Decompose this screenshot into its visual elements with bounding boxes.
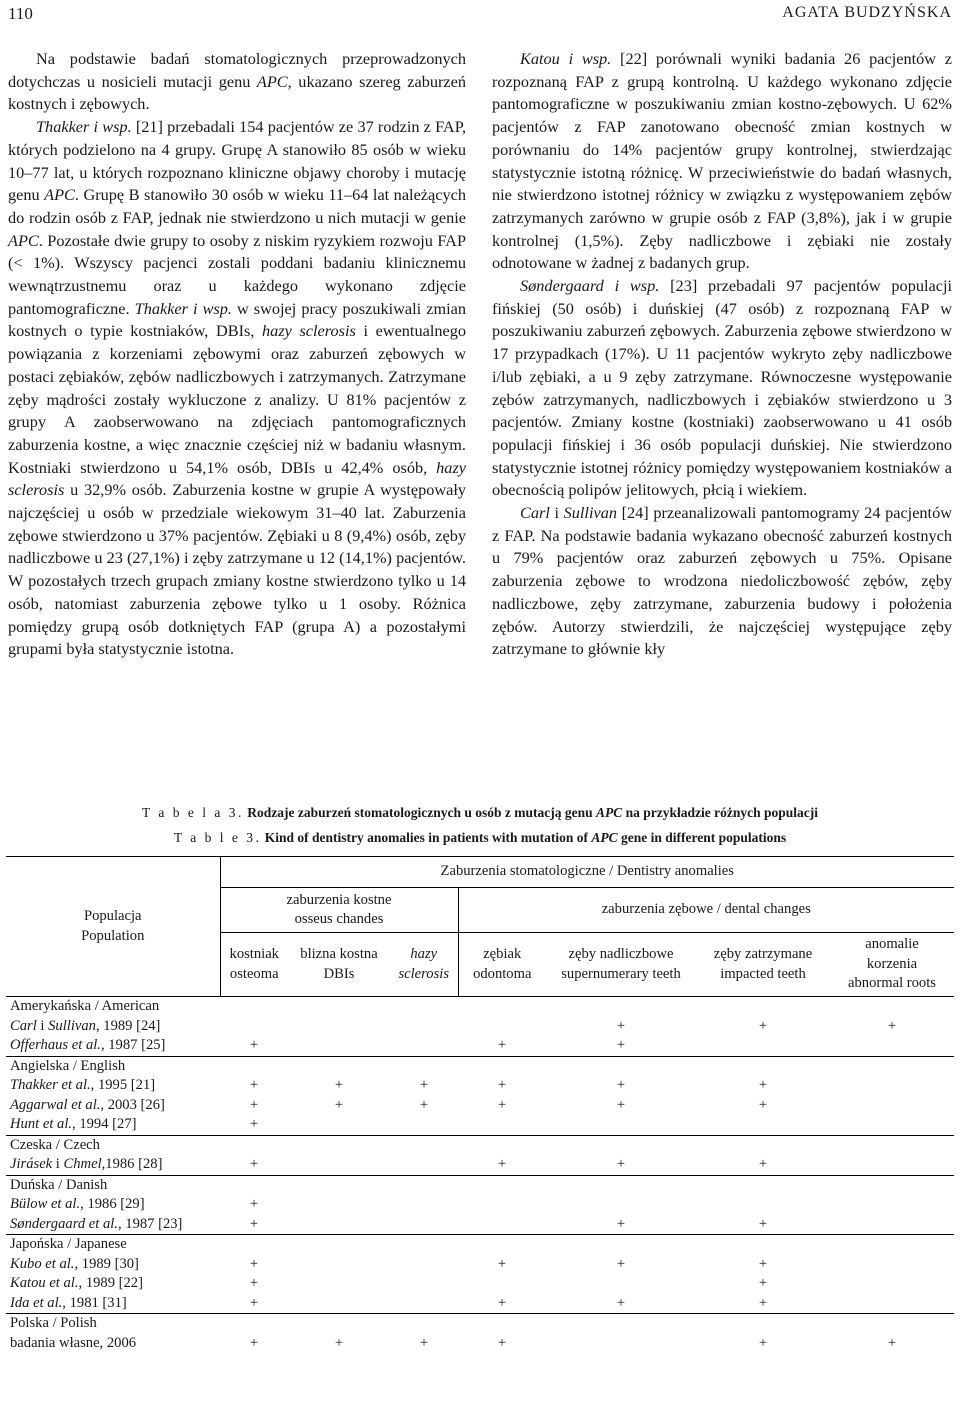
table-row [6, 1115, 954, 1135]
table-row [6, 1195, 954, 1215]
paragraph [492, 48, 952, 275]
presence-mark [390, 1294, 458, 1314]
presence-mark [390, 1017, 458, 1037]
text-run: Na podstawie badań stomatologicznych przeprowadzonych dotychczas u nosicieli mutacji genu [8, 49, 466, 91]
column-header: zęby nadliczbowe supernumerary teeth [546, 933, 696, 997]
text-run: [24] przeanalizowali pantomogramy 24 pacjentów z FAP. Na podstawie badania wykazano obecność zaburzeń kostnych u 79% pacjentów oraz zaburzeń zębowych u 75%. Opisane zaburzenia zębowe to wrodzona niedoliczbowość zębów, zęby nadliczbowe, zęby zatrzymane, zaburzenia budowy i położenia zębów. Autorzy stwierdzili, że najczęściej występujące zęby zatrzymane to głównie kły [492, 503, 952, 659]
population-group-label: Japońska / Japanese [6, 1235, 220, 1255]
caption-en-gene: APC [591, 830, 618, 845]
presence-mark [390, 1036, 458, 1056]
empty-cell [830, 1314, 954, 1334]
text-run: , 1994 [27] [72, 1116, 137, 1132]
presence-mark: + [497, 1255, 507, 1272]
presence-mark: + [249, 1215, 259, 1232]
text-run: , 1989 [24] [95, 1017, 161, 1034]
empty-cell [830, 1175, 954, 1195]
text-run: Katou et al. [10, 1275, 79, 1291]
empty-cell [696, 1175, 830, 1195]
text-run: , ukazano szereg zaburzeń kostnych i zębowych. [8, 71, 466, 114]
empty-cell [696, 1235, 830, 1255]
text-run: , 1995 [21] [90, 1077, 156, 1093]
text-run: ,1986 [28] [101, 1156, 163, 1172]
presence-mark: + [758, 1334, 768, 1351]
presence-mark [830, 1215, 954, 1235]
dental-anomalies-table [6, 856, 954, 1353]
empty-cell [390, 1135, 458, 1155]
header-dentistry-anomalies: Zaburzenia stomatologiczne / Dentistry anomalies [220, 857, 954, 888]
presence-mark: + [758, 1017, 768, 1034]
study-citation [6, 1096, 220, 1116]
table-caption-pl [0, 800, 960, 825]
presence-mark [390, 1195, 458, 1215]
presence-mark: + [249, 1077, 259, 1093]
table-caption-en [0, 825, 960, 850]
presence-mark [220, 1017, 288, 1037]
text-run: Carl [520, 503, 550, 523]
empty-cell [220, 1235, 288, 1255]
text-run: [22] porównali wyniki badania 26 pacjentów z rozpoznaną FAP z grupą kontrolną. U każdego wykonano zdjęcie pantomograficzne w poszukiwaniu zmian kostno-zębowych. U 62% pacjentów z FAP zanotowano obecność zmian kostnych w porównaniu do 14% pacjentów grupy kontrolnej, stwierdzając statystycznie istotną różnicę. W przeciwieństwie do badań własnych, nie stwierdzono istotnej różnicy w związku z występowaniem zębów zatrzymanych zarówno w grupie osób z FAP (3,8%), jak i w grupie kontrolnej (1,5%). Zęby nadliczbowe i zębiaki nie zostały odnotowane w żadnej z badanych grup. [492, 49, 952, 273]
presence-mark: + [887, 1334, 897, 1351]
text-run: Katou i wsp. [520, 49, 612, 68]
table-row [6, 1096, 954, 1116]
presence-mark: + [616, 1156, 626, 1172]
presence-mark: + [249, 1334, 259, 1351]
text-run: Carl [10, 1017, 37, 1034]
caption-pl-text: Rodzaje zaburzeń stomatologicznych u osób z mutacją genu [247, 805, 596, 820]
table-group-row [6, 997, 954, 1017]
presence-mark: + [758, 1215, 768, 1232]
table-captions [0, 800, 960, 850]
presence-mark [458, 1195, 546, 1215]
empty-cell [546, 1135, 696, 1155]
column-header: kostniak osteoma [220, 933, 288, 997]
presence-mark: + [497, 1334, 507, 1351]
presence-mark: + [249, 1275, 259, 1291]
caption-pl-prefix: T a b e l a 3. [142, 805, 244, 820]
empty-cell [830, 1135, 954, 1155]
empty-cell [696, 1056, 830, 1076]
text-run: i ewentualnego powiązania z korzeniami zębowymi oraz zaburzeń zębowych w postaci zębiaków, zębów nadliczbowych i zatrzymanych. Zatrzymane zęby mądrości zostały wykluczone z analizy. U 81% pacjentów z grupy A zaobserwowano na zdjęciach pantomograficznych zaburzenia kostne, a więc znacznie częściej niż w badaniu własnym. Kostniaki stwierdzono u 54,1% osób, DBIs u 42,4% osób, [8, 321, 466, 477]
text-run: Bülow et al. [10, 1196, 81, 1212]
text-run: APC [44, 185, 75, 205]
presence-mark [390, 1274, 458, 1294]
text-run: i [36, 1017, 49, 1034]
presence-mark: + [334, 1096, 344, 1113]
presence-mark [288, 1215, 390, 1235]
empty-cell [458, 1314, 546, 1334]
text-run: Sullivan [48, 1017, 96, 1034]
caption-en-text: Kind of dentistry anomalies in patients with mutation of [264, 830, 592, 845]
presence-mark: + [758, 1255, 768, 1272]
column-header: zęby zatrzymane impacted teeth [696, 933, 830, 997]
presence-mark [830, 1115, 954, 1135]
presence-mark [830, 1036, 954, 1056]
study-citation [6, 1294, 220, 1314]
empty-cell [458, 1235, 546, 1255]
page-header [8, 4, 952, 28]
text-run: , 1989 [30] [74, 1255, 139, 1272]
presence-mark [830, 1195, 954, 1215]
presence-mark: + [249, 1037, 259, 1053]
text-run: badania własne, 2006 [10, 1334, 137, 1351]
caption-pl-text-end: na przykładzie różnych populacji [622, 805, 818, 820]
text-run: [21] przebadali 154 pacjentów ze 37 rodzin z FAP, których podzielono na 4 grupy. Grupę A stanowiło 85 osób w wieku 10–77 lat, u których rozpoznano kliniczne objawy choroby i mutację genu [8, 117, 467, 205]
empty-cell [220, 1135, 288, 1155]
presence-mark [288, 1274, 390, 1294]
presence-mark [288, 1195, 390, 1215]
presence-mark [696, 1115, 830, 1135]
text-run: Sullivan [563, 503, 617, 523]
presence-mark [288, 1017, 390, 1037]
paragraph [8, 48, 466, 116]
table-row [6, 1274, 954, 1294]
presence-mark: + [616, 1017, 626, 1034]
presence-mark: + [497, 1156, 507, 1172]
table-group-row [6, 1314, 954, 1334]
presence-mark [830, 1274, 954, 1294]
text-run: u 32,9% osób. Zaburzenia kostne w grupie A występowały najczęściej u osób w przedziale wiekowym 31–40 lat. Zaburzenia zębowe stwierdzono u 37% pacjentów. Zębiaki u 8 (9,4%) osób, zęby nadliczbowe u 23 (27,1%) i zęby zatrzymane u 12 (14,1%) pacjentów. W pozostałych trzech grupach zmiany kostne stwierdzono tylko u 14 osób, natomiast zaburzenia zębowe tylko u 1 osoby. Różnica pomiędzy grupą osób dotkniętych FAP (grupa A) a pozostałymi grupami była statystycznie istotna. [8, 480, 466, 659]
presence-mark [546, 1195, 696, 1215]
text-run: Chmel [63, 1156, 102, 1172]
text-run: , 1986 [29] [80, 1196, 145, 1212]
study-citation [6, 1017, 220, 1037]
caption-en-prefix: T a b l e 3. [173, 830, 262, 845]
presence-mark: + [616, 1255, 626, 1272]
paragraph [492, 502, 952, 661]
empty-cell [288, 997, 390, 1017]
empty-cell [220, 997, 288, 1017]
empty-cell [458, 997, 546, 1017]
presence-mark [288, 1115, 390, 1135]
page-number: 110 [8, 4, 33, 23]
empty-cell [390, 1175, 458, 1195]
column-header: anomalie korzenia abnormal roots [830, 933, 954, 997]
header-population: Populacja Population [81, 908, 145, 944]
presence-mark [458, 1017, 546, 1037]
empty-cell [696, 1314, 830, 1334]
presence-mark [390, 1215, 458, 1235]
presence-mark [288, 1155, 390, 1175]
text-run: , 2003 [26] [100, 1096, 165, 1113]
presence-mark [546, 1274, 696, 1294]
table-group-row [6, 1175, 954, 1195]
presence-mark: + [497, 1037, 507, 1053]
text-run: APC [256, 71, 288, 91]
empty-cell [546, 1314, 696, 1334]
presence-mark: + [497, 1077, 507, 1093]
population-group-label: Amerykańska / American [6, 997, 220, 1017]
presence-mark: + [249, 1156, 259, 1172]
presence-mark: + [616, 1294, 626, 1311]
text-run: , 1989 [22] [78, 1275, 143, 1291]
presence-mark [830, 1096, 954, 1116]
presence-mark: + [616, 1077, 626, 1093]
empty-cell [288, 1056, 390, 1076]
table-row [6, 1215, 954, 1235]
text-run: Thakker i wsp. [36, 117, 132, 137]
text-run: Aggarwal et al. [10, 1096, 101, 1113]
population-group-label: Polska / Polish [6, 1314, 220, 1334]
table-row [6, 1155, 954, 1175]
presence-mark: + [758, 1156, 768, 1172]
presence-mark: + [758, 1077, 768, 1093]
population-group-label: Angielska / English [6, 1056, 220, 1076]
population-group-label: Czeska / Czech [6, 1135, 220, 1155]
empty-cell [458, 1135, 546, 1155]
presence-mark: + [419, 1334, 429, 1351]
presence-mark [830, 1076, 954, 1096]
table-row [6, 1334, 954, 1354]
empty-cell [546, 997, 696, 1017]
text-run: APC [8, 230, 39, 250]
header-dental-changes: zaburzenia zębowe / dental changes [458, 888, 954, 933]
presence-mark [288, 1255, 390, 1275]
left-text-column [8, 48, 466, 661]
text-run: . Grupę B stanowiło 30 osób w wieku 11–64 lat należących do rodzin osób z FAP, jednak nie stwierdzono u nich mutacji w genie [8, 185, 466, 227]
empty-cell [288, 1314, 390, 1334]
presence-mark [830, 1294, 954, 1314]
table-row [6, 1036, 954, 1056]
text-run: Thakker et al. [10, 1077, 91, 1093]
presence-mark [696, 1036, 830, 1056]
text-run: , 1981 [31] [62, 1294, 127, 1311]
presence-mark [458, 1274, 546, 1294]
table-group-row [6, 1056, 954, 1076]
text-run: Kubo et al. [10, 1255, 75, 1272]
empty-cell [390, 1314, 458, 1334]
presence-mark: + [419, 1096, 429, 1113]
empty-cell [830, 1235, 954, 1255]
study-citation [6, 1155, 220, 1175]
table-group-row [6, 1135, 954, 1155]
text-run: Søndergaard et al. [10, 1215, 118, 1232]
table-row [6, 1017, 954, 1037]
presence-mark: + [758, 1096, 768, 1113]
presence-mark: + [249, 1096, 259, 1113]
empty-cell [546, 1235, 696, 1255]
study-citation [6, 1195, 220, 1215]
column-header: zębiak odontoma [458, 933, 546, 997]
text-run: w swojej pracy poszukiwali zmian kostnych o typie kostniaków, DBIs, [8, 298, 467, 341]
presence-mark [390, 1115, 458, 1135]
caption-pl-gene: APC [595, 805, 623, 820]
running-head: AGATA BUDZYŃSKA [782, 4, 952, 21]
presence-mark: + [497, 1096, 507, 1113]
empty-cell [288, 1135, 390, 1155]
empty-cell [830, 1056, 954, 1076]
presence-mark: + [758, 1294, 768, 1311]
presence-mark: + [334, 1077, 344, 1093]
text-run: Jirásek [10, 1156, 53, 1172]
study-citation [6, 1076, 220, 1096]
presence-mark: + [497, 1294, 507, 1311]
paragraph [492, 275, 952, 502]
presence-mark [696, 1195, 830, 1215]
presence-mark [390, 1255, 458, 1275]
presence-mark [546, 1334, 696, 1354]
empty-cell [696, 997, 830, 1017]
presence-mark: + [616, 1096, 626, 1113]
empty-cell [288, 1175, 390, 1195]
presence-mark: + [249, 1116, 259, 1132]
empty-cell [288, 1235, 390, 1255]
presence-mark [546, 1115, 696, 1135]
presence-mark: + [249, 1196, 259, 1212]
text-run: , 1987 [23] [117, 1215, 183, 1232]
column-header: hazy sclerosis [390, 933, 458, 997]
text-run: hazy sclerosis [8, 457, 466, 500]
caption-en-text-end: gene in different populations [617, 830, 787, 845]
empty-cell [458, 1175, 546, 1195]
empty-cell [830, 997, 954, 1017]
presence-mark [458, 1115, 546, 1135]
empty-cell [696, 1135, 830, 1155]
presence-mark [458, 1215, 546, 1235]
empty-cell [220, 1175, 288, 1195]
empty-cell [458, 1056, 546, 1076]
presence-mark [288, 1294, 390, 1314]
population-group-label: Duńska / Danish [6, 1175, 220, 1195]
study-citation [6, 1334, 220, 1354]
presence-mark [830, 1255, 954, 1275]
paragraph [8, 116, 466, 661]
presence-mark: + [419, 1077, 429, 1093]
right-text-column [492, 48, 952, 661]
presence-mark: + [334, 1334, 344, 1351]
presence-mark: + [249, 1294, 259, 1311]
column-header: blizna kostna DBIs [288, 933, 390, 997]
study-citation [6, 1274, 220, 1294]
header-bone-changes: zaburzenia kostne osseus chandes [220, 888, 458, 933]
text-run: hazy sclerosis [262, 321, 356, 341]
text-run: Ida et al. [10, 1294, 63, 1311]
text-run: . Pozostałe dwie grupy to osoby z niskim ryzykiem rozwoju FAP (< 1%). Wszyscy pacjenci zostali poddani badaniu klinicznemu wewnątrzustnemu oraz u każdego wykonano zdjęcie pantomograficzne. [8, 230, 466, 318]
presence-mark [390, 1155, 458, 1175]
empty-cell [546, 1175, 696, 1195]
presence-mark: + [887, 1017, 897, 1034]
empty-cell [546, 1056, 696, 1076]
study-citation [6, 1255, 220, 1275]
presence-mark: + [616, 1037, 626, 1053]
text-run: Hunt et al. [10, 1116, 73, 1132]
text-run: , 1987 [25] [100, 1037, 166, 1053]
text-run: i [52, 1156, 64, 1172]
empty-cell [390, 1056, 458, 1076]
text-run: Thakker i wsp. [134, 298, 232, 318]
text-run: [23] przebadali 97 pacjentów populacji fińskiej (50 osób) i duńskiej (47 osób) z rozpoznaną FAP w poszukiwaniu zaburzeń zębowych. Zaburzenia zębowe stwierdzono w 17 przypadkach (17%). U 11 pacjentów wykryto zęby nadliczbowe i/lub zębiaki, a u 9 zęby zatrzymane. Równoczesne występowanie zębów zatrzymanych, nadliczbowych i zębiaków stwierdzono u 3 pacjentów. Zmiany kostne (kostniaki) zaobserwowano u 41 osób populacji fińskiej i 36 osób populacji duńskiej. Nie stwierdzono statystycznie istotnej różnicy pomiędzy występowaniem kostniaków a obecnością polipów jelitowych, płcią i wiekiem. [492, 276, 953, 500]
study-citation [6, 1215, 220, 1235]
table-row [6, 1255, 954, 1275]
text-run: i [549, 503, 564, 523]
presence-mark: + [249, 1255, 259, 1272]
presence-mark: + [616, 1215, 626, 1232]
table-row [6, 1294, 954, 1314]
text-run: Søndergaard i wsp. [520, 276, 660, 296]
text-run: Offerhaus et al. [10, 1037, 101, 1053]
presence-mark [830, 1155, 954, 1175]
empty-cell [220, 1056, 288, 1076]
study-citation [6, 1115, 220, 1135]
empty-cell [390, 997, 458, 1017]
presence-mark [288, 1036, 390, 1056]
presence-mark: + [758, 1275, 768, 1291]
empty-cell [220, 1314, 288, 1334]
table-row [6, 1076, 954, 1096]
study-citation [6, 1036, 220, 1056]
empty-cell [390, 1235, 458, 1255]
table-group-row [6, 1235, 954, 1255]
